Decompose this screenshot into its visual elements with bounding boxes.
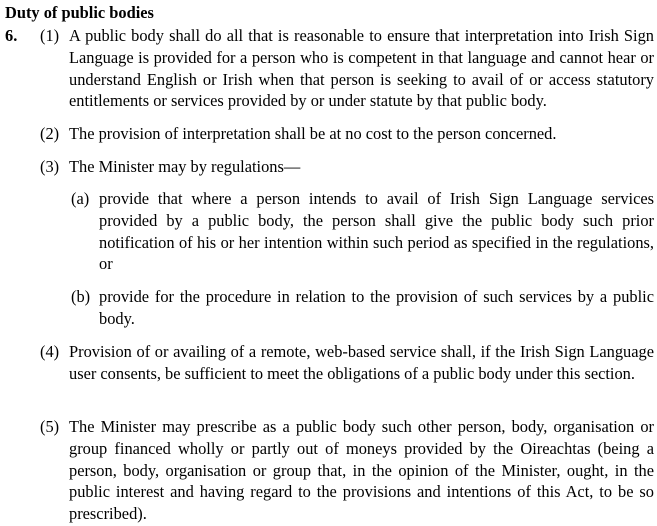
paragraph-text: provide for the procedure in relation to the provision of such services by a public body.: [99, 287, 654, 328]
paragraph-label: (a): [71, 189, 90, 208]
subsection-label: (4): [40, 342, 60, 361]
paragraph-a: [71, 188, 654, 275]
paragraph-b: [71, 286, 654, 330]
subsection-text: The Minister may prescribe as a public body such other person, body, organisation or group financed wholly or partly out of moneys provided by the Oireachtas (being a person, body, organisation or group that, in the opinion of the Minister, ought, in the public interest and having regard to the provisions and intentions of this Act, to be so prescribed).: [69, 417, 654, 524]
subsection-1: [40, 25, 654, 112]
section-number: 6.: [5, 26, 18, 45]
subsection-text: The Minister may by regulations—: [69, 157, 301, 176]
subsection-3: [40, 156, 654, 178]
paragraph-label: (b): [71, 287, 91, 306]
subsection-label: (3): [40, 157, 60, 176]
subsection-4: [40, 341, 654, 385]
subsection-5: [40, 416, 654, 525]
subsection-text: The provision of interpretation shall be at no cost to the person concerned.: [69, 124, 557, 143]
subsection-text: Provision of or availing of a remote, web-based service shall, if the Irish Sign Language user consents, be sufficient to meet the obligations of a public body under this section.: [69, 342, 654, 383]
section-heading: Duty of public bodies: [5, 3, 154, 22]
subsection-2: [40, 123, 654, 145]
paragraph-text: provide that where a person intends to avail of Irish Sign Language services provided by a public body, the person shall give the public body such prior notification of his or her intention within such period as specified in the regulations, or: [99, 189, 654, 274]
subsection-label: (5): [40, 417, 60, 436]
subsection-label: (1): [40, 26, 60, 45]
subsection-text: A public body shall do all that is reasonable to ensure that interpretation into Irish Sign Language is provided for a person who is competent in that language and cannot hear or understand English or Irish when that person is seeking to avail of or access statutory entitlements or services provided by or under statute by that public body.: [69, 26, 654, 111]
subsection-label: (2): [40, 124, 60, 143]
